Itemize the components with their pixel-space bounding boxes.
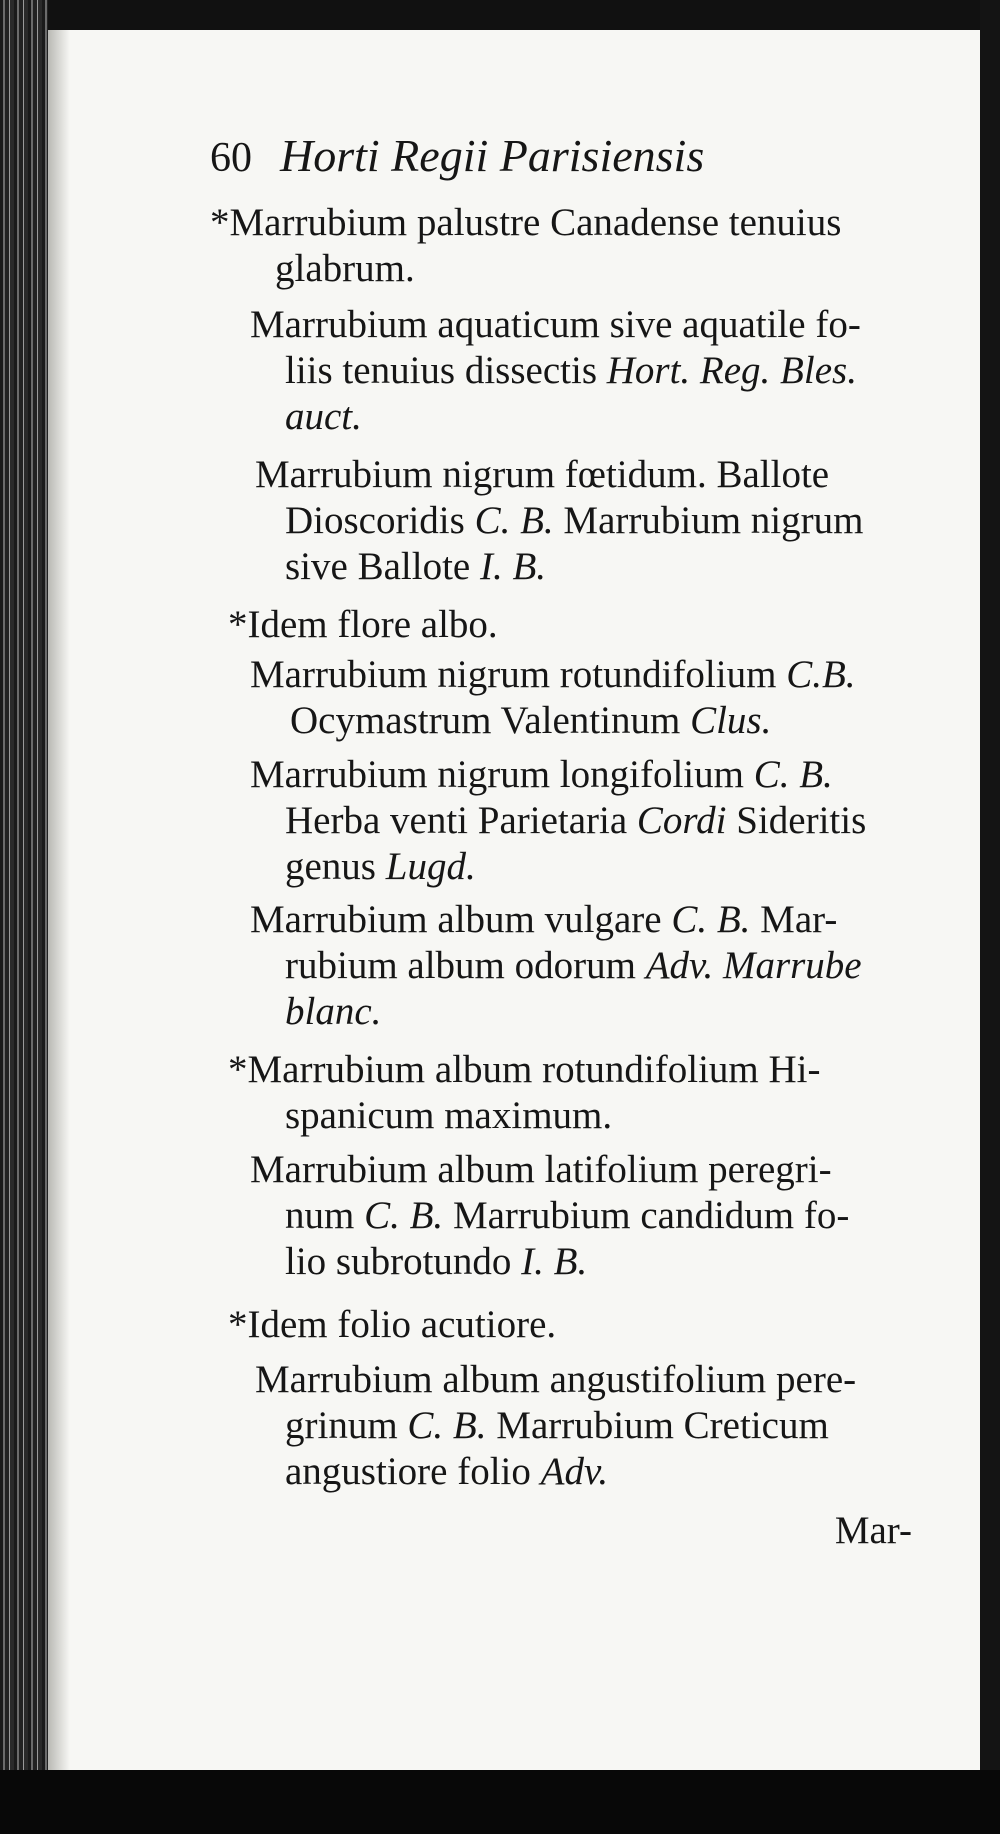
page-number: 60 — [210, 135, 252, 181]
entry-line — [285, 1239, 587, 1285]
entry-text: sive Ballote — [285, 545, 480, 588]
entry-line — [285, 348, 857, 394]
citation-text: C. B. — [671, 898, 751, 941]
running-head — [210, 130, 705, 181]
entry-text: angustiore folio — [285, 1450, 541, 1493]
entry-line — [275, 246, 415, 292]
entry-line — [250, 897, 837, 943]
entry-text: glabrum. — [275, 247, 415, 290]
citation-text: blanc. — [285, 990, 382, 1033]
entry-line — [285, 498, 863, 544]
citation-text: I. B. — [521, 1240, 588, 1283]
entry-line — [250, 1147, 832, 1193]
entry-text: Marrubium Creticum — [486, 1404, 829, 1447]
entry-line — [285, 1403, 829, 1449]
entry-text: Marrubium nigrum rotundifolium — [250, 653, 787, 696]
entry-line — [285, 1449, 608, 1495]
running-title: Horti Regii Parisiensis — [280, 130, 705, 181]
entry-text: Marrubium candidum fo- — [443, 1194, 850, 1237]
entry-line — [210, 200, 841, 246]
citation-text: Lugd. — [385, 845, 476, 888]
entry-line — [285, 544, 546, 590]
entry-text: Marrubium album latifolium peregri- — [250, 1148, 832, 1191]
entry-line — [285, 943, 862, 989]
citation-text: Cordi — [636, 799, 727, 842]
entry-text: Marrubium nigrum — [553, 499, 864, 542]
entry-line — [255, 1357, 856, 1403]
entry-text: num — [285, 1194, 365, 1237]
entry-text: genus — [285, 845, 386, 888]
citation-text: C.B. — [786, 653, 856, 696]
citation-text: Adv. — [540, 1450, 609, 1493]
entry-line — [255, 452, 829, 498]
entry-text: grinum — [285, 1404, 408, 1447]
citation-text: Hort. Reg. Bles. — [606, 349, 857, 392]
citation-text: Adv. — [645, 944, 714, 987]
entry-line — [285, 1193, 849, 1239]
citation-text: Clus. — [690, 699, 772, 742]
entry-line — [285, 844, 476, 890]
entry-line — [285, 798, 866, 844]
citation-text: Marrube — [722, 944, 862, 987]
entry-text: Herba venti Parietaria — [285, 799, 637, 842]
citation-text: C. B. — [364, 1194, 444, 1237]
entry-line — [285, 394, 362, 440]
entry-text: Marrubium aquaticum sive aquatile fo- — [250, 303, 861, 346]
entry-text: *Idem flore albo. — [228, 603, 498, 646]
entry-line — [250, 752, 833, 798]
citation-text: I. B. — [479, 545, 547, 588]
entry-text: *Marrubium album rotundifolium Hi- — [228, 1048, 821, 1091]
entry-line — [285, 1093, 612, 1139]
entry-text: lio subrotundo — [285, 1240, 522, 1283]
entry-text: Marrubium album angustifolium pere- — [255, 1358, 857, 1401]
entry-text: rubium album odorum — [285, 944, 646, 987]
entry-text: Sideritis — [726, 799, 867, 842]
entry-text: spanicum maximum. — [285, 1094, 613, 1137]
entry-line — [228, 602, 498, 648]
entry-text: liis tenuius dissectis — [285, 349, 607, 392]
catchword: Mar- — [834, 1509, 912, 1552]
entry-text: Marrubium album vulgare — [250, 898, 672, 941]
citation-text: C. B. — [407, 1404, 487, 1447]
citation-text: auct. — [285, 395, 362, 438]
entry-text: Dioscoridis — [285, 499, 475, 542]
entry-line — [250, 302, 861, 348]
entry-line — [290, 698, 771, 744]
entry-text: Marrubium nigrum fœtidum. Ballote — [255, 453, 830, 496]
entry-text: *Idem folio acutiore. — [228, 1303, 557, 1346]
entry-line — [228, 1302, 556, 1348]
citation-text: C. B. — [474, 499, 554, 542]
entry-text: Ocymastrum Valentinum — [290, 699, 691, 742]
entry-text — [713, 944, 723, 987]
entry-line — [228, 1047, 821, 1093]
citation-text: C. B. — [753, 753, 833, 796]
entry-text: Marrubium nigrum longifolium — [250, 753, 754, 796]
entry-line — [285, 989, 381, 1035]
entry-line — [250, 652, 856, 698]
entry-text: Mar- — [750, 898, 838, 941]
entry-text: *Marrubium palustre Canadense tenuius — [210, 201, 842, 244]
